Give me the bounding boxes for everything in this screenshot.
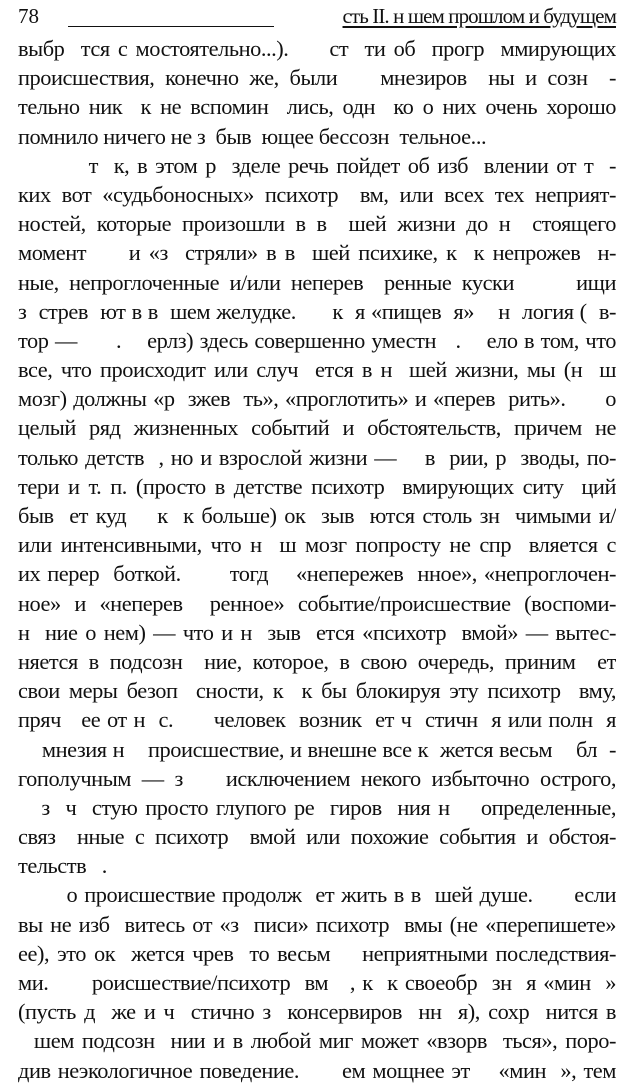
text-line: тельно ник к не вспомин лись, одн ко о них очень хорошо: [18, 94, 616, 120]
text-line: ее), это ок жется чрев то весьм неприятными последствия-: [18, 940, 616, 966]
text-line: н ние о нем) — что и н зыв ется «психотр вмой» — вытес-: [18, 619, 616, 645]
text-line: их перер боткой. тогд «непережев нное», «непроглочен-: [18, 561, 616, 587]
text-line: ми. роисшествие/психотр вм , к к своеобр зн я «мин »: [18, 970, 616, 995]
text-line: только детств , но и взрослой жизни — в рии, р зводы, по-: [18, 444, 616, 470]
body-text: [18, 34, 616, 1085]
text-line: (пусть д же и ч стично з консервиров нн я), сохр нится в: [18, 999, 616, 1025]
page-number: 78: [18, 4, 39, 28]
text-line: вы не изб витесь от «з писи» психотр вмы (не «перепишете»: [18, 911, 616, 937]
text-line: пряч ее от н с. человек возник ет ч стичн я или полн я: [18, 707, 616, 733]
text-line: ностей, которые произошли в в шей жизни до н стоящего: [18, 211, 616, 237]
text-line: целый ряд жизненных событий и обстоятельств, причем не: [18, 415, 616, 441]
text-line: связ нные с психотр вмой или похожие события и обстоя-: [18, 824, 616, 850]
text-line: тор — . ерлз) здесь совершенно уместн . ело в том, что: [18, 327, 616, 353]
text-line: быв ет куд к к больше) ок зыв ются столь зн чимыми и/: [18, 503, 616, 528]
text-line: гополучным — з исключением некого избыточно острого,: [18, 765, 616, 791]
text-line: мнезия н происшествие, и внешне все к жется весьм бл -: [18, 736, 616, 762]
text-line: мозг) должны «р зжев ть», «проглотить» и «перев рить». о: [18, 386, 616, 412]
text-line: момент и «з стряли» в в шей психике, к к непрожев н-: [18, 240, 616, 266]
text-line: ные, непроглоченные и/или неперев ренные куски ищи: [18, 269, 616, 295]
text-line: див неэкологичное поведение. ем мощнее эт «мин », тем: [18, 1057, 616, 1083]
text-line: з ч стую просто глупого ре гиров ния н определенные,: [18, 794, 616, 820]
running-title: сть II. н шем прошлом и будущем: [342, 4, 616, 28]
text-line: происшествия, конечно же, были мнезиров ны и созн -: [18, 65, 616, 91]
text-line: свои меры безоп сности, к к бы блокируя эту психотр вму,: [18, 678, 616, 704]
text-line: помнило ничего не з быв ющее бессозн тельное...: [18, 123, 487, 149]
text-line: тельств .: [18, 853, 107, 879]
text-line: все, что происходит или случ ется в н шей жизни, мы (н ш: [18, 357, 616, 383]
text-line: о происшествие продолж ет жить в в шей душе. если: [18, 882, 616, 908]
header-rule: [68, 26, 274, 27]
text-line: ких вот «судьбоносных» психотр вм, или всех тех неприят-: [18, 181, 616, 207]
text-line: выбр тся с мостоятельно...). ст ти об прогр ммирующих: [18, 36, 616, 61]
text-line: з стрев ют в в шем желудке. к я «пищев я» н логия ( в-: [18, 298, 616, 324]
page-header: [18, 2, 616, 32]
text-line: ное» и «неперев ренное» событие/происшествие (воспоми-: [18, 590, 616, 616]
text-line: тери и т. п. (просто в детстве психотр вмирующих ситу ций: [18, 473, 616, 499]
text-line: или интенсивными, что н ш мозг попросту не спр вляется с: [18, 532, 616, 558]
text-line: шем подсозн нии и в любой миг может «взорв ться», поро-: [18, 1028, 616, 1054]
text-line: т к, в этом р зделе речь пойдет об изб влении от т -: [18, 152, 616, 178]
text-line: няется в подсозн ние, которое, в свою очередь, приним ет: [18, 648, 616, 674]
